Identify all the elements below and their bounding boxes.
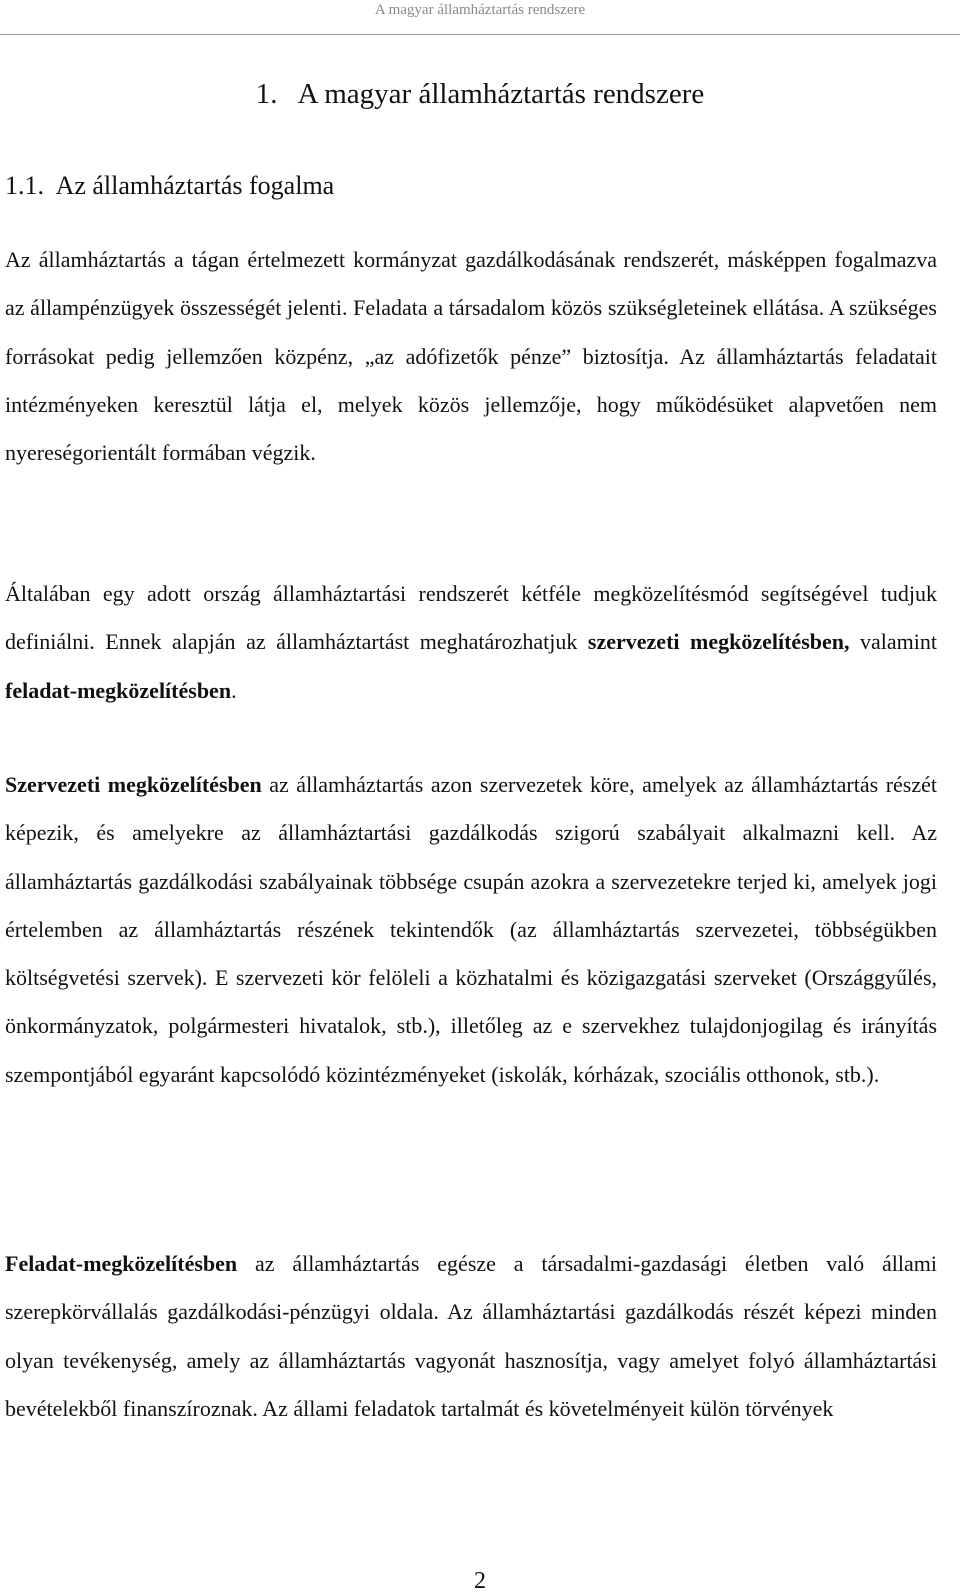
paragraph-approaches-middle: valamint [849,629,937,655]
chapter-title: 1. A magyar államháztartás rendszere [255,78,705,110]
page-number: 2 [474,1568,486,1594]
header-divider [0,34,960,35]
section-title: 1.1. Az államháztartás fogalma [5,171,335,200]
paragraph-approaches-text: Általában egy adott ország államháztartási rendszerét kétféle megközelítésmód segítségével tudjuk definiálni. Ennek alapján az államháztartást meghatározhatjuk [5,581,937,655]
running-header [0,0,960,32]
running-header-title: A magyar államháztartás rendszere [374,2,586,18]
paragraph-organizational-text: az államháztartás azon szervezetek köre, amelyek az államháztartás részét képezik, és amelyekre az államháztartási gazdálkodás szigorú szabályait alkalmazni kell. Az államháztartás gazdálkodási szabályainak többsége csupán azokra a szervezetekre terjed ki, amelyek jogi értelemben az államháztartás részének tekintendők (az államháztartás szervezetei, többségükben költségvetési szervek). E szervezeti kör felöleli a közhatalmi és közigazgatási szerveket (Országgyűlés, önkormányzatok, polgármesteri hivatalok, stb.), illetőleg az e szervekhez tulajdonjogilag és irányítás szempontjából egyaránt kapcsolódó közintézményeket (iskolák, kórházak, szociális otthonok, stb.). [5,772,938,1087]
term-functional: feladat-megközelítésben [5,677,232,703]
paragraph-functional-term: Feladat-megközelítésben [5,1251,238,1276]
paragraph-organizational [5,761,937,1099]
paragraph-functional [5,1240,937,1433]
paragraph-approaches-end: . [231,677,237,703]
paragraph-approaches [5,570,937,715]
paragraph-organizational-term: Szervezeti megközelítésben [5,772,262,797]
term-organizational: szervezeti megközelítésben, [587,629,850,655]
paragraph-functional-text: az államháztartás egésze a társadalmi-gazdasági életben való állami szerepkörvállalás gazdálkodási-pénzügyi oldala. Az államháztartási gazdálkodás részét képezi minden olyan tevékenység, amely az államháztartás vagyonát hasznosítja, vagy amelyet folyó államháztartási bevételekből finanszíroznak. Az állami feladatok tartalmát és követelményeit külön törvények [5,1251,937,1421]
paragraph-definition: Az államháztartás a tágan értelmezett kormányzat gazdálkodásának rendszerét, másképpen fogalmazva az állampénzügyek összességét jelenti. Feladata a társadalom közös szükségleteinek ellátása. A szükséges forrásokat pedig jellemzően közpénz, „az adófizetők pénze” biztosítja. Az államháztartás feladatait intézményeken keresztül látja el, melyek közös jellemzője, hogy működésüket alapvetően nem nyereségorientált formában végzik. [5,247,937,466]
